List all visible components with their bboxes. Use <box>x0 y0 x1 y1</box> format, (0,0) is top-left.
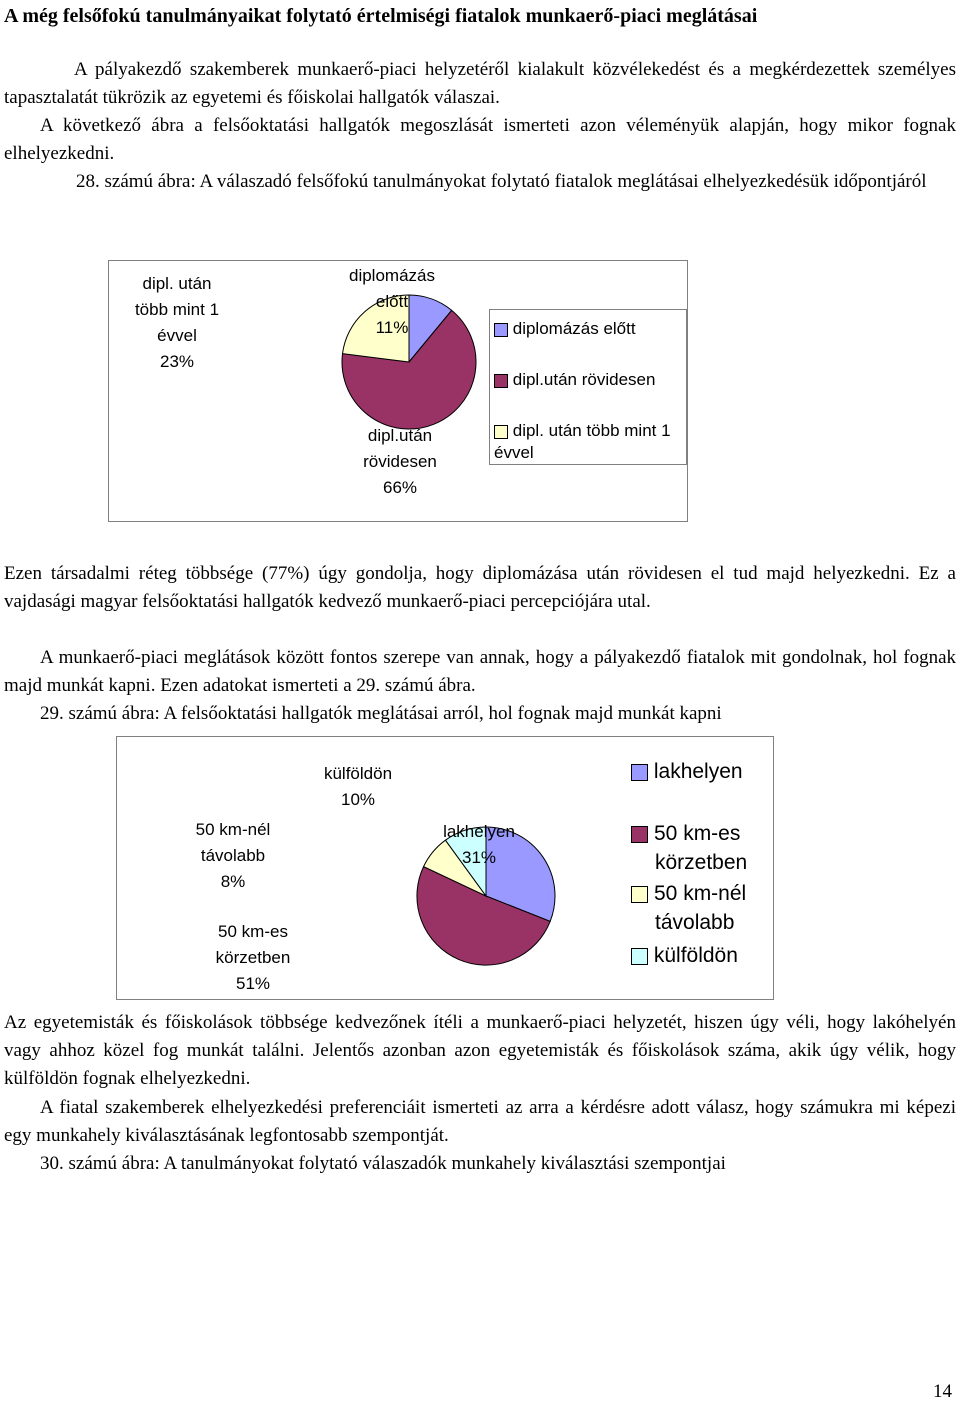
conclusion-paragraph: Az egyetemisták és főiskolások többsége kedvezőnek ítéli a munkaerő-piaci helyzetét, hiszen úgy véli, hogy lakóhelyén vagy ahhoz közel fog munkát találni. Jelentős azonban azon egyetemisták és főiskolások száma, akik úgy vélik, hogy külföldön fognak elhelyezkedni. <box>4 1012 956 1089</box>
legend-swatch <box>494 374 508 388</box>
pie1-legend-item-shortly: dipl.után rövidesen <box>494 369 655 391</box>
pie1-label-after-1year: dipl. után több mint 1 évvel 23% <box>134 274 220 371</box>
legend-swatch <box>631 764 648 781</box>
legend-swatch <box>631 948 648 965</box>
preference-paragraph: A fiatal szakemberek elhelyezkedési preferenciáit ismerteti az arra a kérdésre adott válasz, hogy számukra mi képezi egy munkahely kiválasztásának legfontosabb szempontját. <box>4 1097 956 1146</box>
pie2-label-within-50km: 50 km-es körzetben 51% <box>215 922 291 993</box>
legend-swatch <box>494 425 508 439</box>
legend-swatch <box>631 826 648 843</box>
pie2-legend-item-within-50km: 50 km-es körzetben <box>631 819 795 877</box>
legend-swatch <box>631 886 648 903</box>
pie1-label-shortly-after: dipl.után rövidesen 66% <box>363 426 437 497</box>
majority-paragraph: Ezen társadalmi réteg többsége (77%) úgy gondolja, hogy diplomázása után rövidesen el tud majd helyezkedni. Ez a vajdasági magyar felsőoktatási hallgatók kedvező munkaerő-piaci percepciójára utal. <box>4 563 956 612</box>
legend-swatch <box>494 323 508 337</box>
intro-paragraph: A pályakezdő szakemberek munkaerő-piaci helyzetéről kialakult közvélekedést és a megkérdezettek személyes tapasztalatát tükrözik az egyetemi és főiskolai hallgatók válaszai. <box>4 59 956 108</box>
figure-28-chart <box>108 260 688 522</box>
pie2-legend-item-hometown: lakhelyen <box>631 757 743 786</box>
figure-29-caption: 29. számú ábra: A felsőoktatási hallgatók meglátásai arról, hol fognak majd munkát kapni <box>40 703 722 724</box>
location-intro-paragraph: A munkaerő-piaci meglátások között fontos szerepe van annak, hogy a pályakezdő fiatalok mit gondolnak, hol fognak majd munkát kapni. Ezen adatokat ismerteti a 29. számú ábra. <box>4 647 956 696</box>
pie2-label-abroad: külföldön 10% <box>323 764 393 809</box>
pie1-legend <box>489 309 687 465</box>
figure-29-chart <box>116 736 774 1000</box>
figure-28-caption: 28. számú ábra: A válaszadó felsőfokú tanulmányokat folytató fiatalok meglátásai elhelyezkedésük időpontjáról <box>76 171 927 192</box>
pie2-label-farther: 50 km-nél távolabb 8% <box>195 820 271 891</box>
pie1-legend-item-before: diplomázás előtt <box>494 318 636 340</box>
pie2-legend <box>627 757 773 983</box>
pie2-legend-item-abroad: külföldön <box>631 941 738 970</box>
pie2-label-hometown: lakhelyen 31% <box>443 822 515 867</box>
figure-intro-paragraph: A következő ábra a felsőoktatási hallgatók megoszlását ismerteti azon véleményük alapján, hogy mikor fognak elhelyezkedni. <box>4 115 956 164</box>
page-number: 14 <box>933 1381 952 1402</box>
pie2-legend-item-farther: 50 km-nél távolabb <box>631 879 795 937</box>
figure-30-caption: 30. számú ábra: A tanulmányokat folytató válaszadók munkahely kiválasztási szempontjai <box>40 1153 726 1174</box>
pie1-label-before-diploma: diplomázás előtt 11% <box>349 266 435 337</box>
section-heading: A még felsőfokú tanulmányaikat folytató értelmiségi fiatalok munkaerő-piaci meglátásai <box>4 5 758 27</box>
pie1-legend-item-1year: dipl. után több mint 1 évvel <box>494 421 671 462</box>
